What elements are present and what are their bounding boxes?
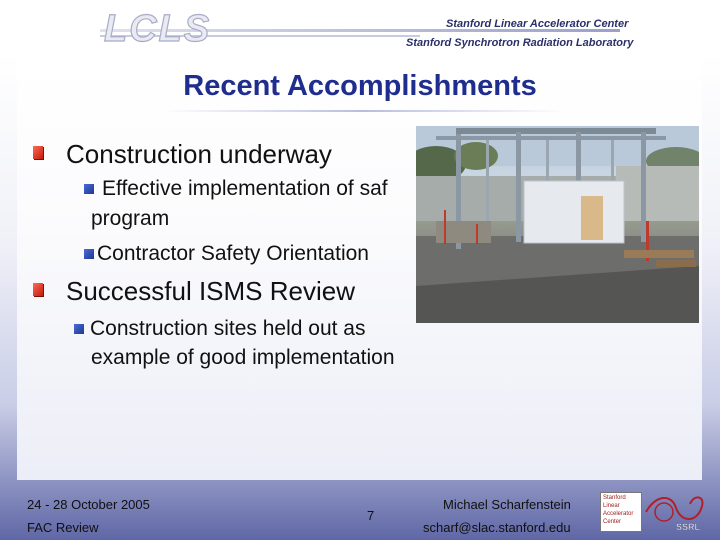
ssrl-logo-graphic — [642, 492, 710, 534]
sub-bullet-text: Construction sites held out as — [90, 317, 366, 340]
bullet-marker-level1 — [33, 283, 43, 296]
ssrl-label: SSRL — [676, 522, 701, 532]
org-name-slac: Stanford Linear Accelerator Center — [446, 18, 629, 30]
sub-bullet-text: Contractor Safety Orientation — [97, 242, 369, 265]
page-number: 7 — [367, 508, 375, 523]
lcls-logo: LCLS — [104, 8, 212, 50]
bullet-marker-level2 — [84, 184, 94, 194]
slac-logo-line: Stanford — [603, 495, 626, 501]
slide-header — [0, 0, 720, 56]
bullet-marker-level1 — [33, 146, 43, 159]
bullet-marker-level2 — [84, 249, 94, 259]
presenter-email: scharf@slac.stanford.edu — [423, 520, 571, 535]
sub-bullet-text-continued: program — [91, 207, 170, 230]
sub-bullet-text: Effective implementation of saf — [102, 177, 388, 200]
sub-bullet-text-continued: example of good implementation — [91, 346, 395, 369]
slac-logo-line: Linear — [603, 503, 620, 509]
construction-site-photo — [416, 126, 699, 323]
presenter-name: Michael Scharfenstein — [443, 497, 571, 512]
slac-logo-line: Center — [603, 519, 622, 525]
bullet-marker-level2 — [74, 324, 84, 334]
slac-logo-line: Accelerator — [603, 511, 634, 517]
slide-title: Recent Accomplishments — [183, 70, 537, 102]
footer-date: 24 - 28 October 2005 — [27, 497, 150, 512]
org-name-ssrl: Stanford Synchrotron Radiation Laboratory — [406, 37, 634, 49]
title-underline — [163, 110, 563, 112]
slac-logo — [600, 492, 642, 532]
bullet-text: Construction underway — [66, 139, 332, 169]
footer-event: FAC Review — [27, 520, 99, 535]
construction-site-illustration — [416, 126, 699, 323]
ssrl-logo — [642, 492, 710, 534]
bullet-text: Successful ISMS Review — [66, 276, 355, 306]
